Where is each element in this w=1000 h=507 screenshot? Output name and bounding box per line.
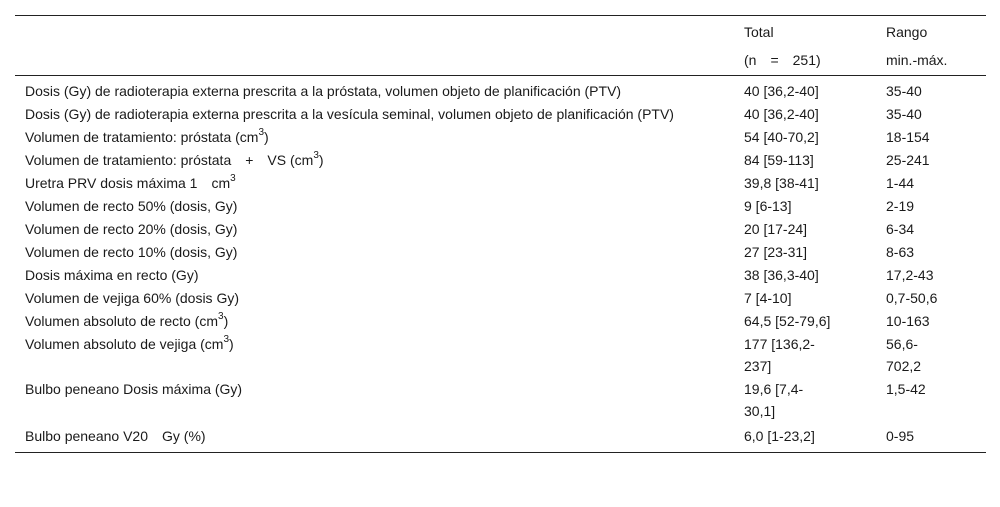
row-label-superscript: 3 [230,173,236,185]
row-label [15,125,738,148]
row-label-unit: Gy (%) [162,428,206,444]
row-range: 0-95 [886,428,915,444]
header-total: Total [744,24,774,40]
row-label-superscript: 3 [258,127,265,139]
row-total [738,332,880,377]
row-range-line-1: 56,6- [886,336,918,352]
row-label: Volumen de recto 50% (dosis, Gy) [25,198,238,214]
row-total: 7 [4-10] [744,290,792,306]
table-row [15,148,986,171]
row-total: 20 [17-24] [744,221,808,237]
table-row [15,102,986,125]
row-range [880,332,986,377]
results-table-container [15,15,986,453]
row-total: 27 [23-31] [744,244,808,260]
row-range: 1,5-42 [886,381,926,397]
row-label [15,332,738,377]
row-total-line-2: 30,1] [744,403,776,419]
row-label-unit: cm [211,175,231,191]
row-range-line-2: 702,2 [886,358,922,374]
row-label: Bulbo peneano Dosis máxima (Gy) [25,381,243,397]
row-label-text: Volumen de tratamiento: próstata (cm [25,129,259,145]
row-total-line-2: 237] [744,358,772,374]
row-label [15,309,738,332]
row-label-superscript: 3 [313,150,319,162]
row-label-suffix: ) [318,152,324,168]
header-row-2 [15,46,986,76]
row-total: 64,5 [52-79,6] [744,313,831,329]
row-total: 39,8 [38-41] [744,175,819,191]
row-total: 54 [40-70,2] [744,129,819,145]
row-label-superscript: 3 [223,334,230,346]
row-label [15,422,738,453]
row-total: 38 [36,3-40] [744,267,819,283]
table-row [15,217,986,240]
row-total: 6,0 [1-23,2] [744,428,815,444]
row-total: 9 [6-13] [744,198,792,214]
row-label-text: Uretra PRV dosis máxima 1 [25,175,198,191]
table-row [15,240,986,263]
row-label-suffix: ) [264,129,269,145]
row-range: 1-44 [886,175,915,191]
dosimetry-table [15,15,986,453]
row-label: Dosis (Gy) de radioterapia externa prescrita a la próstata, volumen objeto de planificación (PTV) [25,83,622,99]
row-label-text: Volumen de tratamiento: próstata [25,152,232,168]
table-row [15,263,986,286]
row-range: 0,7-50,6 [886,290,938,306]
row-label: Volumen de vejiga 60% (dosis Gy) [25,290,239,306]
table-header [15,16,986,76]
row-label-text-2: VS (cm [267,152,314,168]
row-label-superscript: 3 [218,311,224,323]
row-label: Dosis máxima en recto (Gy) [25,267,199,283]
table-row [15,125,986,148]
header-n-equals: = [770,52,779,68]
row-label: Volumen de recto 10% (dosis, Gy) [25,244,238,260]
row-range: 8-63 [886,244,915,260]
row-label [15,148,738,171]
row-range: 35-40 [886,106,922,122]
table-row [15,286,986,309]
row-label: Volumen de recto 20% (dosis, Gy) [25,221,238,237]
header-range: Rango [886,24,928,40]
table-row [15,76,986,103]
table-row [15,332,986,377]
row-label-suffix: ) [229,336,234,352]
row-label: Dosis (Gy) de radioterapia externa prescrita a la vesícula seminal, volumen objeto de planificación (PTV) [25,106,674,122]
row-range: 18-154 [886,129,930,145]
row-total: 40 [36,2-40] [744,83,819,99]
header-range-minmax: min.-máx. [886,52,948,68]
header-total-n [738,46,880,76]
row-total [738,377,880,422]
header-row-1 [15,16,986,47]
row-label-plus: + [245,152,254,168]
header-empty-cell [15,16,738,47]
row-range: 6-34 [886,221,915,237]
table-body [15,76,986,453]
row-label [15,171,738,194]
row-total-line-1: 177 [136,2- [744,336,815,352]
row-label-text: Volumen absoluto de recto (cm [25,313,218,329]
row-total: 84 [59-113] [744,152,814,168]
row-label-suffix: ) [223,313,229,329]
row-range: 2-19 [886,198,915,214]
header-empty-cell [15,46,738,76]
table-row [15,194,986,217]
header-n-value: 251) [792,52,821,68]
table-row [15,171,986,194]
table-row [15,309,986,332]
row-range: 25-241 [886,152,930,168]
row-range: 10-163 [886,313,930,329]
row-total: 40 [36,2-40] [744,106,819,122]
row-range: 17,2-43 [886,267,934,283]
table-row [15,377,986,422]
row-total-line-1: 19,6 [7,4- [744,381,804,397]
header-n-label: (n [744,52,757,68]
table-row [15,422,986,453]
row-label-text: Volumen absoluto de vejiga (cm [25,336,224,352]
row-range: 35-40 [886,83,922,99]
row-label-text: Bulbo peneano V20 [25,428,148,444]
